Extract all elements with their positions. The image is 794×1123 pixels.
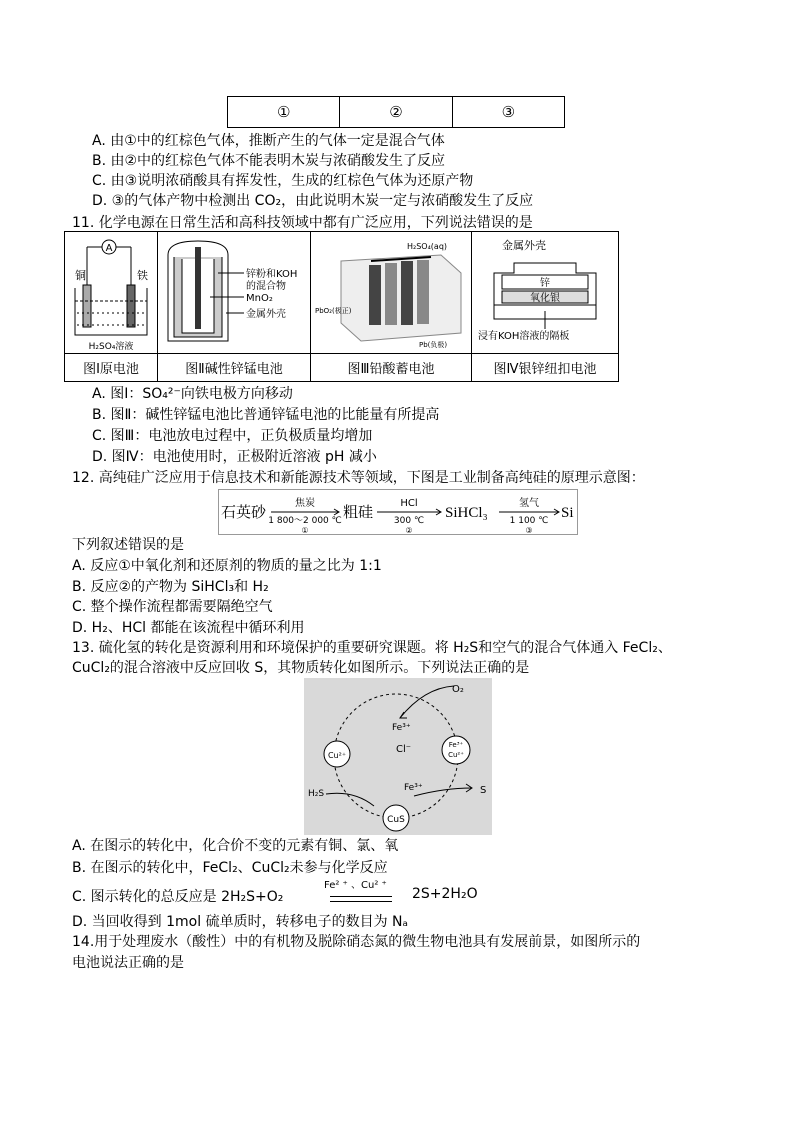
fig2-label-1: 锌粉和KOH xyxy=(246,268,298,280)
q11-stem: 11. 化学电源在日常生活和高科技领域中都有广泛应用，下列说法错误的是 xyxy=(72,215,533,231)
fig2-label-4: 金属外壳 xyxy=(246,308,286,320)
flow-a1-bot: 1 800～2 000 ℃ xyxy=(268,516,342,526)
cus-label: CuS xyxy=(387,815,405,825)
fig2-label-2: 的混合物 xyxy=(246,280,286,292)
h2s-label: H₂S xyxy=(308,789,325,799)
flow-a2-num: ② xyxy=(405,526,413,534)
sep-label: 浸有KOH溶液的隔板 xyxy=(478,330,570,342)
q13-option-a: A. 在图示的转化中，化合价不变的元素有铜、氯、氧 xyxy=(72,838,399,854)
table-cell-2: ② xyxy=(340,97,452,128)
flow-a3-num: ③ xyxy=(525,526,533,534)
fe3-cu2-a: Fe³⁺ xyxy=(448,741,464,749)
zn-label: 锌 xyxy=(540,277,550,289)
table-cell-3: ③ xyxy=(452,97,564,128)
q14-line-2: 电池说法正确的是 xyxy=(72,955,184,971)
o2-label: O₂ xyxy=(452,684,464,695)
flow-s4: Si xyxy=(561,505,574,521)
q12-option-c: C. 整个操作流程都需要隔绝空气 xyxy=(72,599,273,615)
q13-stem-1: 13. 硫化氢的转化是资源利用和环境保护的重要研究课题。将 H₂S和空气的混合气体通入 FeCl₂、 xyxy=(72,640,672,656)
silicon-flow-diagram xyxy=(218,489,578,535)
ag2o-label: 氧化银 xyxy=(530,292,560,304)
fig1-caption: 图Ⅰ原电池 xyxy=(65,354,158,382)
flow-s1: 石英砂 xyxy=(221,505,267,521)
table-cell-1: ① xyxy=(228,97,340,128)
fe3-cu2-b: Cu²⁺ xyxy=(448,751,464,759)
q13-option-c xyxy=(72,876,552,916)
flow-a1-num: ① xyxy=(301,526,309,534)
lead-acid-battery-diagram xyxy=(311,233,471,353)
cu2-label: Cu²⁺ xyxy=(327,751,347,760)
q10-option-d: D. ③的气体产物中检测出 CO₂，由此说明木炭一定与浓硝酸发生了反应 xyxy=(92,193,534,209)
q12-option-d: D. H₂、HCl 都能在该流程中循环利用 xyxy=(72,620,305,636)
q13-stem-2: CuCl₂的混合溶液中反应回收 S，其物质转化如图所示。下列说法正确的是 xyxy=(72,660,530,676)
q11-figure-table xyxy=(64,231,619,382)
q13-option-c-cond: Fe² ⁺ 、Cu² ⁺ xyxy=(324,880,387,891)
pbo2-label: PbO₂(极正) xyxy=(315,306,352,315)
acid-label: H₂SO₄(aq) xyxy=(407,241,448,251)
fig4-caption: 图Ⅳ银锌纽扣电池 xyxy=(472,354,619,382)
fig3-cell xyxy=(311,232,472,354)
flow-a3-bot: 1 100 ℃ xyxy=(509,516,549,526)
fig3-caption: 图Ⅲ铅酸蓄电池 xyxy=(311,354,472,382)
q10-option-b: B. 由②中的红棕色气体不能表明木炭与浓硝酸发生了反应 xyxy=(92,153,446,169)
fig1-cell xyxy=(65,232,158,354)
fig2-cell xyxy=(158,232,311,354)
q11-option-d: D. 图Ⅳ：电池使用时，正极附近溶液 pH 减小 xyxy=(92,449,377,465)
button-cell-diagram xyxy=(472,233,618,353)
q14-line-1: 14.用于处理废水（酸性）中的有机物及脱除硝态氮的微生物电池具有发展前景，如图所示的 xyxy=(72,934,641,950)
electrolyte-label: H₂SO₄溶液 xyxy=(88,341,134,352)
shell-label: 金属外壳 xyxy=(502,238,546,252)
equals-sign xyxy=(330,896,392,902)
fig2-caption: 图Ⅱ碱性锌锰电池 xyxy=(158,354,311,382)
alkaline-battery-diagram xyxy=(158,233,310,353)
fe3-mid-label: Fe³⁺ xyxy=(404,783,423,793)
fe3-top-label: Fe³⁺ xyxy=(392,723,411,733)
flow-a3-top: 氢气 xyxy=(519,498,539,509)
cu-label: 铜 xyxy=(75,268,86,282)
q11-option-a: A. 图Ⅰ：SO₄²⁻向铁电极方向移动 xyxy=(92,386,293,402)
q12-option-a: A. 反应①中氧化剂和还原剂的物质的量之比为 1:1 xyxy=(72,558,382,574)
q10-table xyxy=(227,96,565,128)
q11-option-b: B. 图Ⅱ：碱性锌锰电池比普通锌锰电池的比能量有所提高 xyxy=(92,407,440,423)
flow-s2: 粗硅 xyxy=(343,505,374,521)
flow-s3: SiHCl₃ xyxy=(445,505,488,521)
cl-label: Cl⁻ xyxy=(396,744,412,755)
q13-option-c-post: 2S+2H₂O xyxy=(412,886,478,902)
flow-a2-bot: 300 ℃ xyxy=(393,516,425,526)
s-label: S xyxy=(480,785,487,796)
flow-a1-top: 焦炭 xyxy=(295,498,315,509)
q13-option-c-pre: C. 图示转化的总反应是 2H₂S+O₂ xyxy=(72,889,284,905)
q12-option-b: B. 反应②的产物为 SiHCl₃和 H₂ xyxy=(72,579,269,595)
fig4-cell xyxy=(472,232,619,354)
fig2-label-3: MnO₂ xyxy=(246,292,273,304)
q10-option-a: A. 由①中的红棕色气体，推断产生的气体一定是混合气体 xyxy=(92,133,445,149)
q12-lead: 下列叙述错误的是 xyxy=(72,537,184,553)
fe-label: 铁 xyxy=(137,268,148,282)
flow-a2-top: HCl xyxy=(400,498,418,509)
pb-label: Pb(负极) xyxy=(419,340,448,349)
q13-option-d: D. 当回收得到 1mol 硫单质时，转移电子的数目为 Nₐ xyxy=(72,914,408,930)
q11-option-c: C. 图Ⅲ：电池放电过程中，正负极质量均增加 xyxy=(92,428,373,444)
q10-option-c: C. 由③说明浓硝酸具有挥发性，生成的红棕色气体为还原产物 xyxy=(92,173,474,189)
q12-stem: 12. 高纯硅广泛应用于信息技术和新能源技术等领域，下图是工业制备高纯硅的原理示意图： xyxy=(72,470,645,486)
galvanic-cell-diagram xyxy=(65,233,157,353)
meter-label: A xyxy=(105,242,113,254)
sulfur-cycle-diagram xyxy=(304,678,492,835)
q13-option-b: B. 在图示的转化中，FeCl₂、CuCl₂未参与化学反应 xyxy=(72,860,388,876)
